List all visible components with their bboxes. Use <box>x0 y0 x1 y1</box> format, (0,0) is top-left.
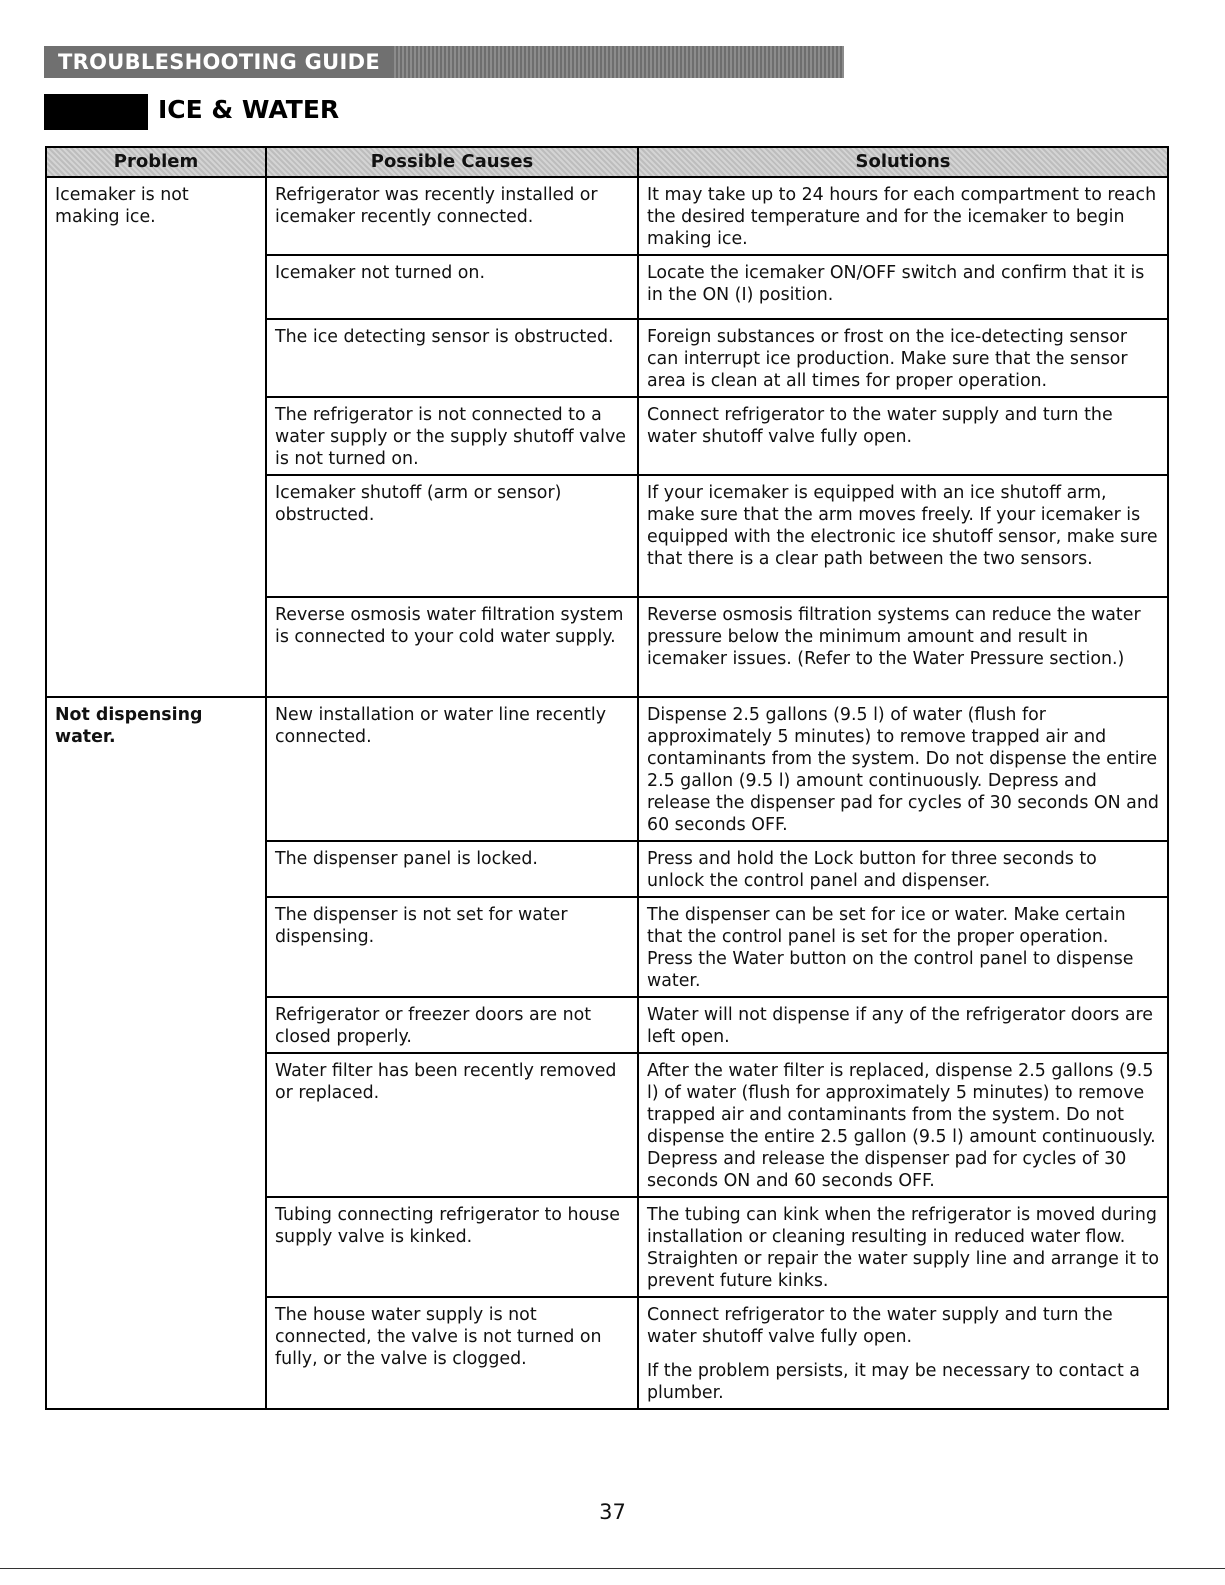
cause-cell: Reverse osmosis water filtration system is connected to your cold water supply. <box>266 597 638 697</box>
solution-text: Connect refrigerator to the water supply and turn the water shutoff valve fully open. <box>647 1305 1113 1347</box>
page-number: 37 <box>599 1500 626 1524</box>
solution-cell: Water will not dispense if any of the refrigerator doors are left open. <box>638 997 1168 1053</box>
solution-cell: Reverse osmosis filtration systems can reduce the water pressure below the minimum amount and result in icemaker issues. (Refer to the Water Pressure section.) <box>638 597 1168 697</box>
solution-extra-text: If the problem persists, it may be necessary to contact a plumber. <box>647 1361 1140 1403</box>
cause-cell: The house water supply is not connected, the valve is not turned on fully, or the valve is clogged. <box>266 1297 638 1409</box>
solution-cell: If your icemaker is equipped with an ice shutoff arm, make sure that the arm moves freely. If your icemaker is equipped with the electronic ice shutoff sensor, make sure that there is a clear path between the two sensors. <box>638 475 1168 597</box>
solution-cell: It may take up to 24 hours for each compartment to reach the desired temperature and for the icemaker to begin making ice. <box>638 177 1168 255</box>
solution-cell <box>638 1297 1168 1409</box>
cause-cell: The dispenser is not set for water dispensing. <box>266 897 638 997</box>
problem-cell: Not dispensing water. <box>46 697 266 1409</box>
problem-cell: Icemaker is not making ice. <box>46 177 266 697</box>
cause-cell: Refrigerator or freezer doors are not closed properly. <box>266 997 638 1053</box>
solution-cell: The tubing can kink when the refrigerator is moved during installation or cleaning resulting in reduced water flow. Straighten or repair the water supply line and arrange it to prevent future kinks. <box>638 1197 1168 1297</box>
cause-cell: New installation or water line recently connected. <box>266 697 638 841</box>
section-banner <box>44 46 844 78</box>
cause-cell: Tubing connecting refrigerator to house supply valve is kinked. <box>266 1197 638 1297</box>
banner-title: TROUBLESHOOTING GUIDE <box>44 46 394 78</box>
solution-cell: After the water filter is replaced, dispense 2.5 gallons (9.5 l) of water (flush for approximately 5 minutes) to remove trapped air and contaminants from the system. Do not dispense the entire 2.5 gallon (9.5 l) amount continuously. Depress and release the dispenser pad for cycles of 30 seconds ON and 60 seconds OFF. <box>638 1053 1168 1197</box>
solution-cell: The dispenser can be set for ice or water. Make certain that the control panel is set for the proper operation. Press the Water button on the control panel to dispense water. <box>638 897 1168 997</box>
cause-cell: The ice detecting sensor is obstructed. <box>266 319 638 397</box>
cause-cell: The refrigerator is not connected to a water supply or the supply shutoff valve is not turned on. <box>266 397 638 475</box>
column-header-causes: Possible Causes <box>266 147 638 177</box>
solution-cell: Foreign substances or frost on the ice-detecting sensor can interrupt ice production. Make sure that the sensor area is clean at all times for proper operation. <box>638 319 1168 397</box>
table-header-row <box>46 147 1168 177</box>
table-row <box>46 177 1168 255</box>
solution-cell: Connect refrigerator to the water supply and turn the water shutoff valve fully open. <box>638 397 1168 475</box>
solution-cell: Press and hold the Lock button for three seconds to unlock the control panel and dispenser. <box>638 841 1168 897</box>
solution-cell: Locate the icemaker ON/OFF switch and confirm that it is in the ON (I) position. <box>638 255 1168 319</box>
cause-cell: Icemaker not turned on. <box>266 255 638 319</box>
troubleshooting-table <box>45 146 1169 1410</box>
column-header-problem: Problem <box>46 147 266 177</box>
page-bottom-rule <box>0 1568 1225 1569</box>
cause-cell: Water filter has been recently removed or replaced. <box>266 1053 638 1197</box>
table-row <box>46 697 1168 841</box>
solution-cell: Dispense 2.5 gallons (9.5 l) of water (flush for approximately 5 minutes) to remove trapped air and contaminants from the system. Do not dispense the entire 2.5 gallon (9.5 l) amount continuously. Depress and release the dispenser pad for cycles of 30 seconds ON and 60 seconds OFF. <box>638 697 1168 841</box>
section-title: ICE & WATER <box>158 95 340 124</box>
column-header-solutions: Solutions <box>638 147 1168 177</box>
cause-cell: Refrigerator was recently installed or icemaker recently connected. <box>266 177 638 255</box>
cause-cell: The dispenser panel is locked. <box>266 841 638 897</box>
cause-cell: Icemaker shutoff (arm or sensor) obstructed. <box>266 475 638 597</box>
section-marker <box>44 94 148 130</box>
